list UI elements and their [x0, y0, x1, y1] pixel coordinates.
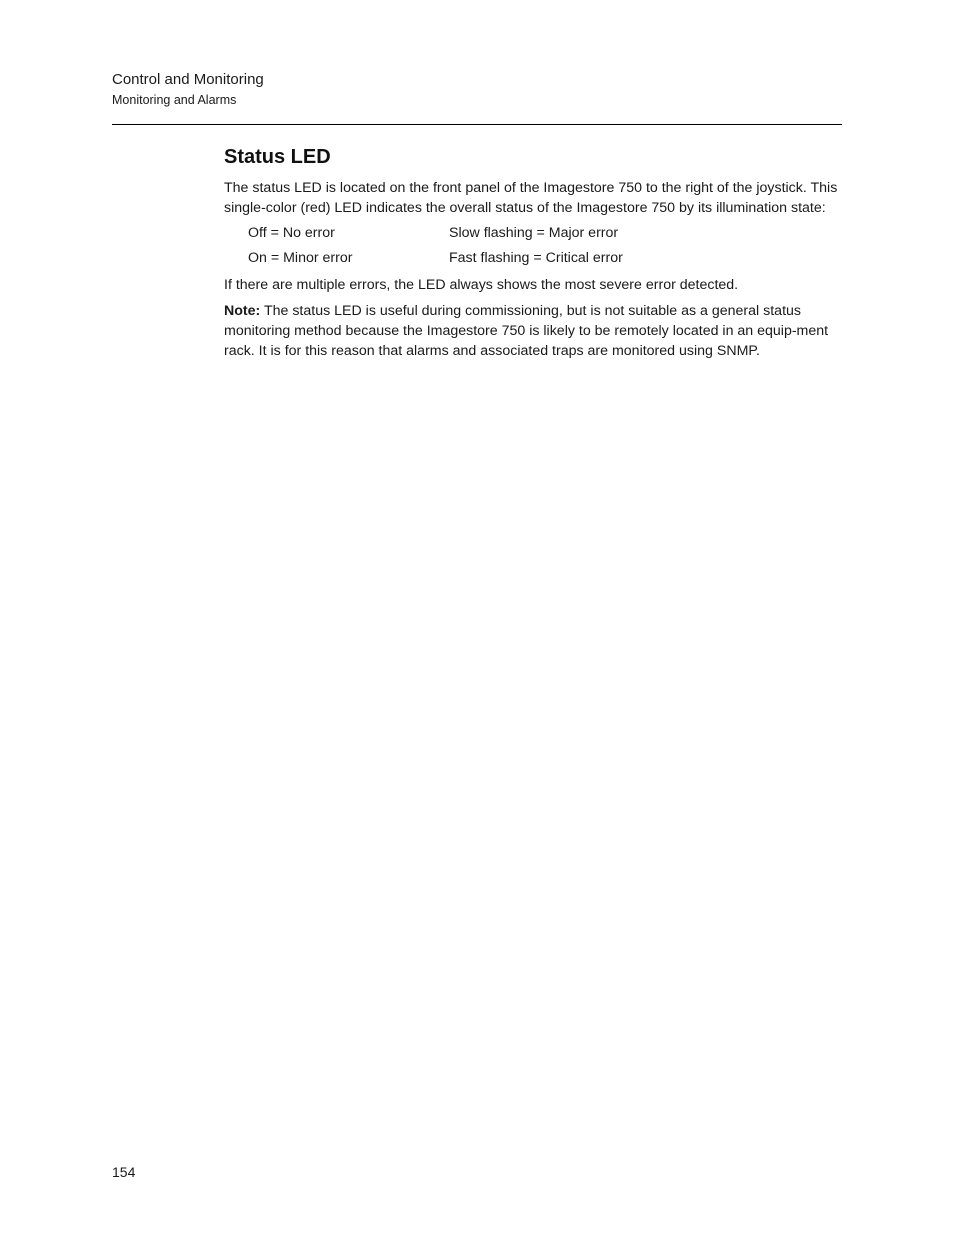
led-state-on: On = Minor error [248, 250, 353, 267]
note-paragraph [224, 301, 842, 362]
led-state-slow-flashing: Slow flashing = Major error [449, 225, 619, 242]
chapter-title: Control and Monitoring [112, 71, 264, 88]
section-title: Monitoring and Alarms [112, 93, 237, 107]
led-state-off: Off = No error [248, 225, 335, 242]
note-label: Note: [224, 302, 261, 319]
running-header [112, 70, 264, 109]
table-row [248, 221, 623, 246]
note-text: The status LED is useful during commissioning, but is not suitable as a general status monitoring method because the Imagestore 750 is likely to be remotely located in an equip-ment rack. It is for this reason that alarms and associated traps are monitored using SNMP. [224, 302, 829, 360]
led-status-table [248, 221, 623, 271]
led-state-fast-flashing: Fast flashing = Critical error [449, 250, 623, 267]
multiple-errors-paragraph: If there are multiple errors, the LED always shows the most severe error detected. [224, 277, 739, 294]
page-heading: Status LED [224, 146, 331, 168]
main-content [224, 144, 842, 361]
page-number: 154 [112, 1164, 136, 1180]
header-divider [112, 124, 842, 125]
table-row [248, 246, 623, 271]
intro-paragraph: The status LED is located on the front panel of the Imagestore 750 to the right of the joystick. This single-color (red) LED indicates the overall status of the Imagestore 750 by its illumination state: [224, 180, 838, 217]
